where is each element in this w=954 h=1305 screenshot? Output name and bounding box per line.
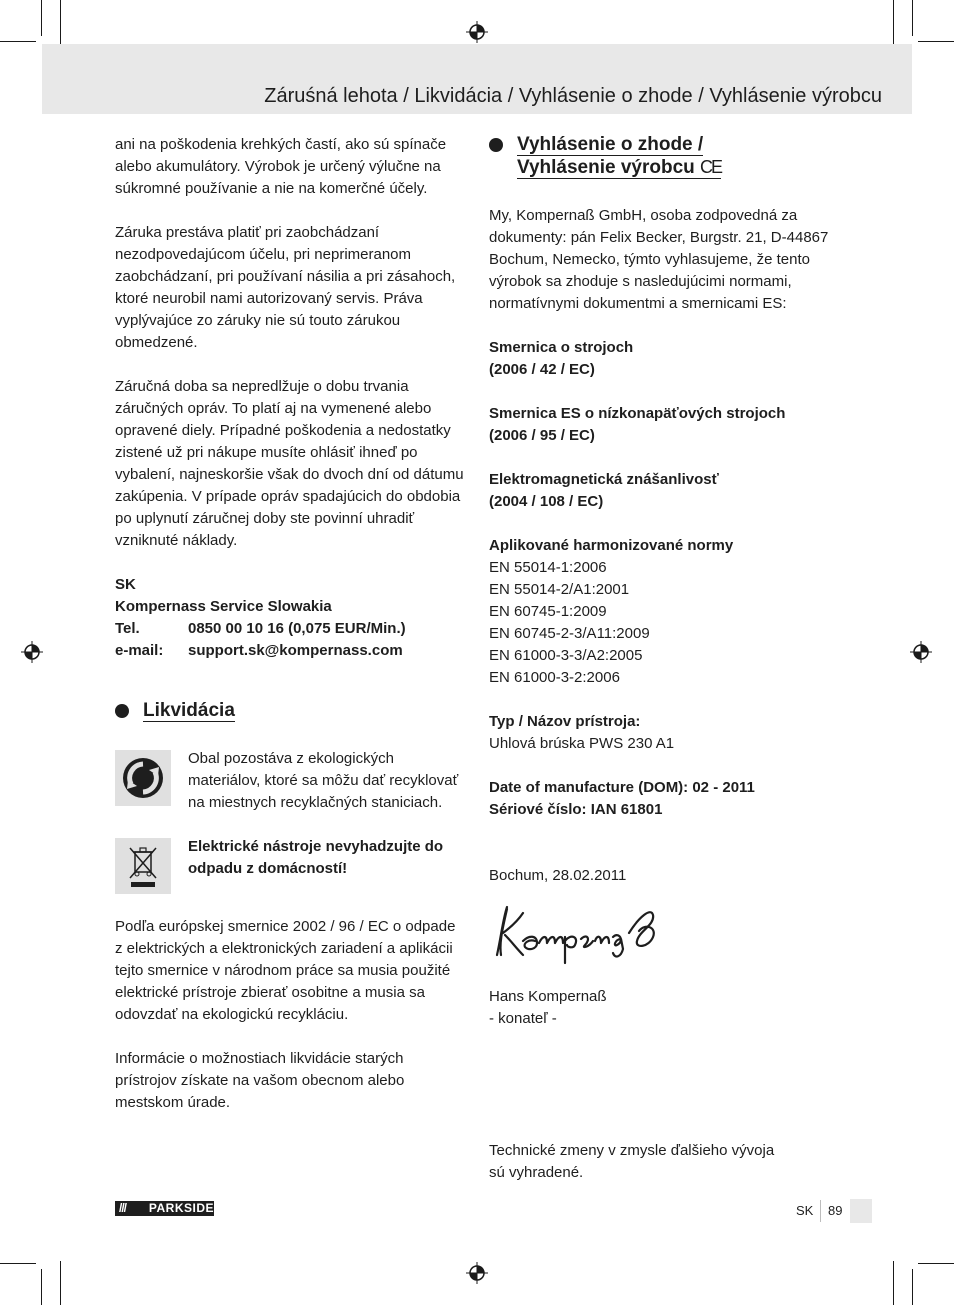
crop-mark [0, 41, 36, 42]
service-tel-value: 0850 00 10 16 (0,075 EUR/Min.) [188, 620, 406, 637]
crop-mark [60, 1261, 61, 1305]
serial-line: Sériové číslo: IAN 61801 [489, 801, 663, 818]
standard-item: EN 55014-1:2006 [489, 559, 607, 576]
conformity-heading: Vyhlásenie o zhode / Vyhlásenie výrobcu CE [489, 134, 839, 179]
page-number: 89 [828, 1203, 843, 1218]
directive-machinery: Smernica o strojoch (2006 / 42 / EC) [489, 339, 634, 378]
registration-mark-icon [466, 21, 488, 43]
crop-mark [893, 1261, 894, 1305]
service-email-row [115, 640, 467, 662]
footer-divider [820, 1200, 821, 1222]
standards-list [489, 535, 839, 689]
standards-title: Aplikované harmonizované normy [489, 537, 734, 554]
signature-image [489, 897, 839, 974]
registration-mark-icon [21, 641, 43, 663]
weee-warning-text: Elektrické nástroje nevyhadzujte do odpadu z domácností! [188, 838, 444, 877]
parkside-logo [115, 1201, 214, 1216]
crop-mark [41, 1269, 42, 1305]
service-name: Kompernass Service Slowakia [115, 598, 332, 615]
signer-role: - konateľ - [489, 1010, 557, 1027]
service-tel-label: Tel. [115, 620, 140, 637]
directive-emc: Elektromagnetická znášanlivosť (2004 / 108 / EC) [489, 471, 719, 510]
place-date: Bochum, 28.02.2011 [489, 867, 627, 884]
service-email-label: e-mail: [115, 642, 164, 659]
bullet-icon [489, 138, 503, 152]
bullet-icon [115, 704, 129, 718]
crop-mark [893, 0, 894, 44]
standard-item: EN 60745-2-3/A11:2009 [489, 625, 650, 642]
service-country: SK [115, 576, 136, 593]
disposal-paragraph: Podľa európskej smernice 2002 / 96 / EC o odpade z elektrických a elektronických zariadení a aplikácii tejto smernice v národnom práce sa musia použité elektrické prístroje zbierať osobitne a musia sa odovzdať na ekologickú recykláciu. [115, 918, 456, 1023]
crop-mark [918, 41, 954, 42]
warranty-paragraph: Záručná doba sa nepredlžuje o dobu trvania záručných opráv. To platí aj na vymenené alebo opravené diely. Prípadné poškodenia a nedostatky zistené už pri nákupe musíte ohlásiť ihneď po vybalení, najneskoršie však do dvoch dní od dátumu zakúpenia. V prípade opráv spadajúcich do obdobia po uplynutí záručnej doby ste povinní uhradiť vzniknuté náklady. [115, 378, 464, 549]
standard-item: EN 55014-2/A1:2001 [489, 581, 630, 598]
crop-mark [912, 1269, 913, 1305]
crop-mark [60, 0, 61, 44]
warranty-paragraph: ani na poškodenia krehkých častí, ako sú spínače alebo akumulátory. Výrobok je určený výlučne na súkromné používanie a nie na komerčné účely. [115, 136, 447, 197]
standard-item: EN 61000-3-3/A2:2005 [489, 647, 643, 664]
footer-language: SK [796, 1203, 814, 1218]
registration-mark-icon [466, 1262, 488, 1284]
recycle-text: Obal pozostáva z ekologických materiálov, ktoré sa môžu dať recyklovať na miestnych recyklačných staniciach. [188, 750, 459, 811]
logo-brand: PARKSIDE [148, 1201, 214, 1215]
crop-mark [918, 1263, 954, 1264]
service-block [115, 574, 467, 662]
device-type: Typ / Názov prístroja: Uhlová brúska PWS 230 A1 [489, 713, 675, 752]
signer-name: Hans Kompernaß [489, 988, 607, 1005]
crossed-out-bin-icon [115, 838, 171, 894]
header-band [42, 44, 912, 114]
ce-mark-icon: CE [700, 157, 722, 177]
manufacture-info [489, 777, 839, 821]
right-column [489, 134, 839, 1184]
recycle-row [115, 748, 467, 814]
service-email-value: support.sk@kompernass.com [188, 642, 403, 659]
weee-row [115, 836, 467, 894]
page-title: Záruśná lehota / Likvidácia / Vyhlásenie o zhode / Vyhlásenie výrobcu [264, 85, 882, 107]
directive-low-voltage: Smernica ES o nízkonapäťových strojoch (2006 / 95 / EC) [489, 405, 786, 444]
dom-line: Date of manufacture (DOM): 02 - 2011 [489, 779, 755, 796]
disposal-paragraph: Informácie o možnostiach likvidácie starých prístrojov získate na vašom obecnom alebo mestskom úrade. [115, 1050, 405, 1111]
technical-changes-note: Technické zmeny v zmysle ďalšieho vývoja sú vyhradené. [489, 1142, 775, 1181]
recycling-symbol-icon [115, 750, 171, 806]
footer-tab [850, 1199, 872, 1223]
registration-mark-icon [910, 641, 932, 663]
warranty-paragraph: Záruka prestáva platiť pri zaobchádzaní nezodpovedajúcom účelu, pri neprimeranom zaobchádzaní, pri používaní násilia a pri zásahoch, ktoré neurobil nami autorizovaný servis. Práva vyplývajúce zo záruky nie sú touto zárukou obmedzené. [115, 224, 456, 351]
left-column [115, 134, 467, 1114]
crop-mark [912, 0, 913, 36]
standard-item: EN 61000-3-2:2006 [489, 669, 620, 686]
standard-item: EN 60745-1:2009 [489, 603, 607, 620]
conformity-intro: My, Kompernaß GmbH, osoba zodpovedná za dokumenty: pán Felix Becker, Burgstr. 21, D-44867 Bochum, Nemecko, týmto vyhlasujeme, že tento výrobok sa zhoduje s nasledujúcimi normami, normatívnymi dokumentmi a smernicami ES: [489, 207, 829, 312]
disposal-heading: Likvidácia [115, 700, 467, 722]
crop-mark [0, 1263, 36, 1264]
service-tel-row [115, 618, 467, 640]
crop-mark [41, 0, 42, 36]
logo-slashes: /// [119, 1201, 127, 1215]
